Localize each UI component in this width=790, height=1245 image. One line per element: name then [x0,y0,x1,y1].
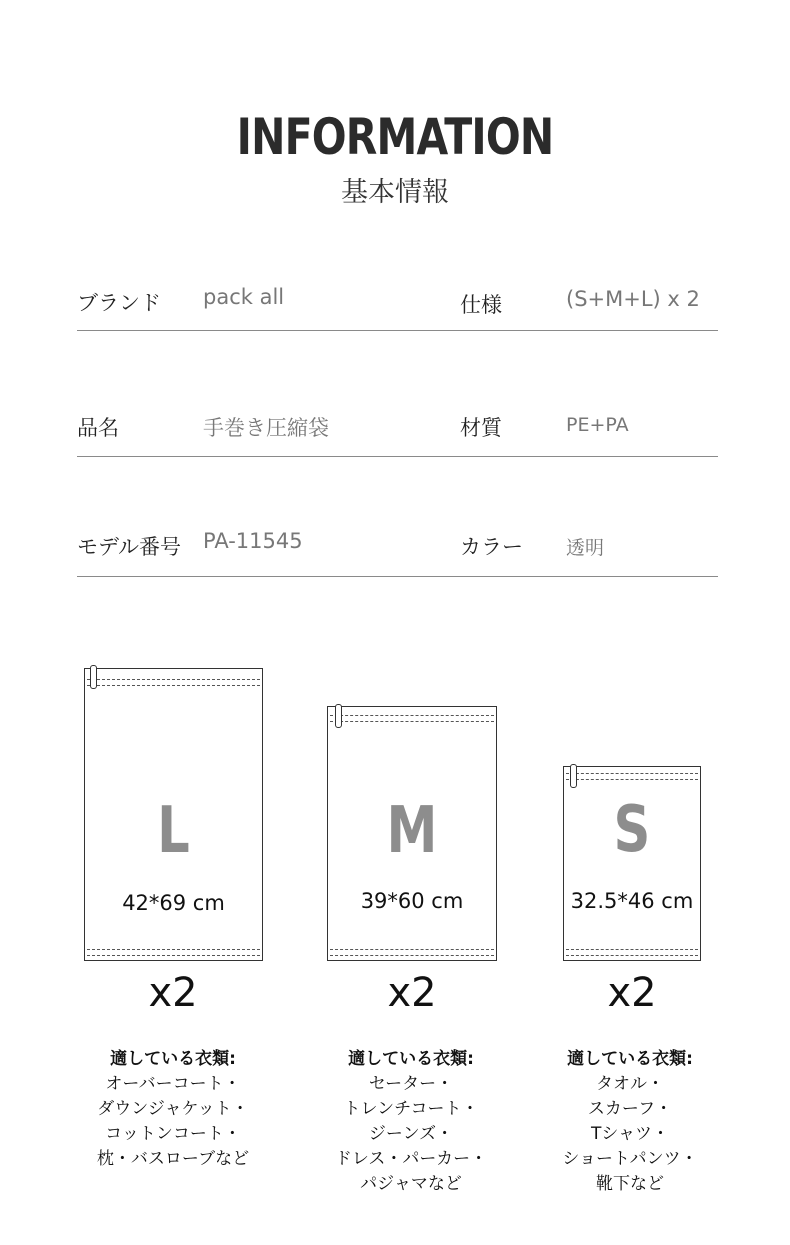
model-label: モデル番号 [77,535,181,559]
usage-item: パジャマなど [360,1174,462,1194]
usage-item: トレンチコート・ [343,1099,479,1119]
usage-item: 靴下など [596,1174,664,1194]
usage-item: Tシャツ・ [590,1124,670,1144]
zip-seal-line [566,773,698,774]
seam-line [87,949,260,950]
material-value: PE+PA [566,414,629,436]
seam-line [330,955,494,956]
divider [77,576,718,577]
size-letter: M [386,794,438,868]
zip-clip-icon [90,665,97,689]
bag-s-illustration [563,766,701,961]
zip-clip-icon [335,704,342,728]
seam-line [566,955,698,956]
zip-seal-line [566,779,698,780]
color-value: 透明 [566,537,605,559]
usage-item: セーター・ [368,1074,454,1094]
zip-seal-line [330,715,494,716]
divider [77,456,718,457]
bag-count: x2 [607,970,657,1016]
usage-item: オーバーコート・ [105,1074,241,1094]
zip-clip-icon [570,764,577,788]
usage-list [301,1047,521,1197]
model-value: PA-11545 [203,529,303,553]
usage-item: ドレス・パーカー・ [334,1149,488,1169]
zip-seal-line [87,679,260,680]
usage-heading: 適している衣類: [110,1049,236,1069]
name-value: 手巻き圧縮袋 [203,416,329,440]
usage-item: コットンコート・ [105,1124,241,1144]
brand-label: ブランド [77,291,161,315]
name-label: 品名 [77,416,119,440]
usage-item: タオル・ [596,1074,664,1094]
bag-dimensions: 42*69 cm [122,891,225,915]
zip-seal-line [87,685,260,686]
bag-count: x2 [387,970,437,1016]
seam-line [330,949,494,950]
usage-item: ショートパンツ・ [562,1149,698,1169]
usage-item: スカーフ・ [587,1099,673,1119]
page-title: INFORMATION [236,108,554,166]
brand-value: pack all [203,285,285,309]
page-subtitle: 基本情報 [341,177,449,208]
spec-value: (S+M+L) x 2 [566,287,700,311]
bag-m-illustration [327,706,497,961]
usage-heading: 適している衣類: [348,1049,474,1069]
usage-list [520,1047,740,1197]
size-letter: L [157,794,190,868]
bag-count: x2 [148,970,198,1016]
size-letter: S [613,793,651,867]
seam-line [87,955,260,956]
spec-label: 仕様 [460,293,502,317]
usage-item: ジーンズ・ [368,1124,454,1144]
usage-list [63,1047,283,1172]
seam-line [566,949,698,950]
zip-seal-line [330,721,494,722]
bag-dimensions: 32.5*46 cm [570,889,694,913]
usage-item: ダウンジャケット・ [97,1099,249,1119]
color-label: カラー [460,535,523,559]
divider [77,330,718,331]
usage-heading: 適している衣類: [567,1049,693,1069]
bag-l-illustration [84,668,263,961]
bag-dimensions: 39*60 cm [360,889,464,913]
material-label: 材質 [460,416,502,440]
usage-item: 枕・バスローブなど [96,1149,250,1169]
